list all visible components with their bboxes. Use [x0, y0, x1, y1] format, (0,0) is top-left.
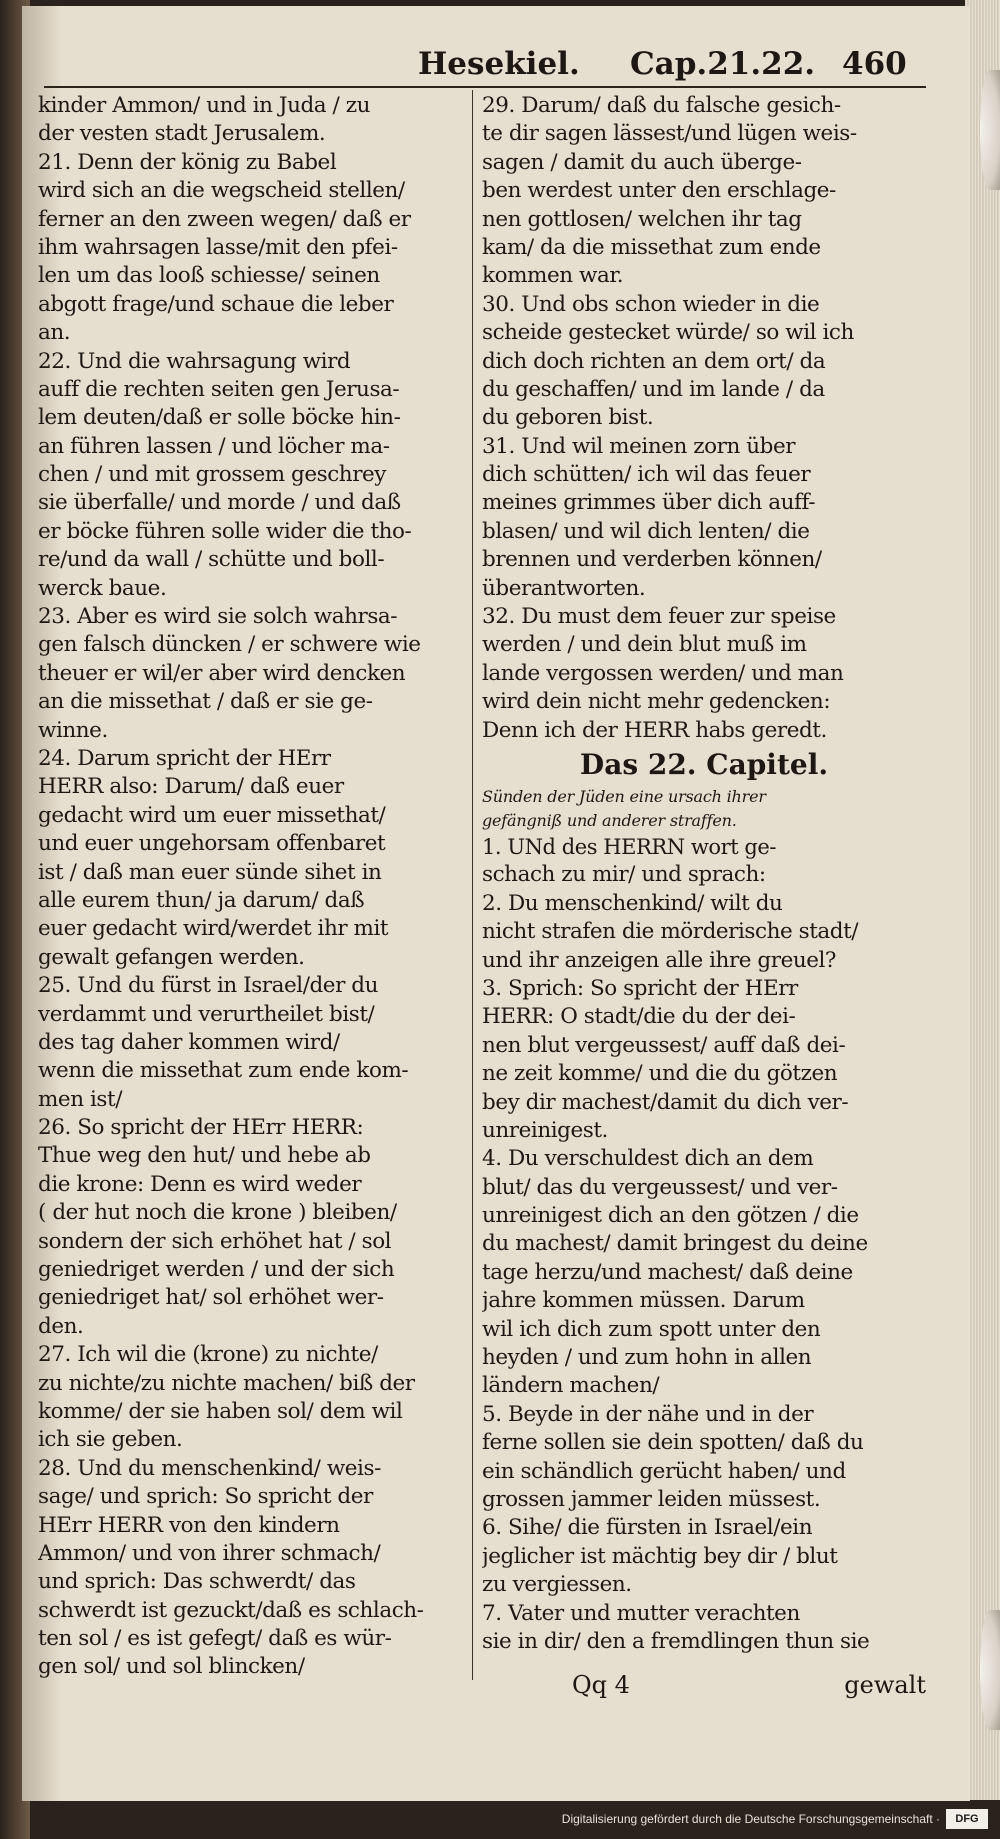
text-line: 29. Darum/ daß du falsche gesich-: [482, 93, 841, 118]
text-line: schwerdt ist gezuckt/daß es schlach-: [38, 1597, 424, 1623]
text-line: verdammt und verurtheilet bist/: [38, 1001, 375, 1027]
running-header: [402, 42, 924, 92]
page-edges: [965, 0, 1000, 1800]
text-line: scheide gestecket würde/ so wil ich: [482, 320, 854, 346]
text-line: nen blut vergeussest/ auff daß dei-: [482, 1032, 846, 1058]
text-line: geniedriget hat/ sol erhöhet wer-: [38, 1285, 384, 1311]
text-line: und euer ungehorsam offenbaret: [38, 831, 386, 857]
text-line: du machest/ damit bringest du deine: [482, 1231, 868, 1257]
text-line: abgott frage/und schaue die leber: [38, 291, 394, 317]
text-line: und ihr anzeigen alle ihre greuel?: [482, 947, 837, 973]
text-line: ist / daß man euer sünde sihet in: [38, 859, 382, 885]
chapter-heading: Das 22. Capitel.: [579, 747, 829, 781]
text-line: 25. Und du fürst in Israel/der du: [38, 973, 379, 999]
digitization-credit: Digitalisierung gefördert durch die Deutsche Forschungsgemeinschaft ·: [561, 1812, 940, 1826]
text-line: gewalt gefangen werden.: [38, 944, 305, 970]
text-line: 31. Und wil meinen zorn über: [482, 433, 796, 459]
text-line: ein schändlich gerücht haben/ und: [482, 1458, 846, 1484]
text-line: nicht strafen die mörderische stadt/: [482, 919, 859, 945]
text-line: 32. Du must dem feuer zur speise: [482, 604, 836, 630]
text-line: 23. Aber es wird sie solch wahrsa-: [38, 604, 398, 630]
text-line: er böcke führen solle wider die tho-: [38, 518, 412, 544]
page-tab-marker: [980, 1610, 1000, 1730]
text-line: der vesten stadt Jerusalem.: [38, 121, 326, 147]
text-line: an.: [38, 320, 71, 346]
text-line: die krone: Denn es wird weder: [38, 1171, 362, 1197]
text-line: 26. So spricht der HErr HERR:: [38, 1115, 364, 1141]
text-line: 5. Beyde in der nähe und in der: [482, 1401, 814, 1427]
chapter-summary-line: Sünden der Jüden eine ursach ihrer: [482, 786, 766, 806]
right-column: [482, 92, 926, 1656]
text-line: gedacht wird um euer missethat/: [38, 802, 386, 828]
catchword: gewalt: [844, 1671, 926, 1699]
text-line: an die missethat / daß er sie ge-: [38, 689, 373, 715]
text-line: ne zeit komme/ und die du götzen: [482, 1061, 838, 1087]
text-line: ferne sollen sie dein spotten/ daß du: [482, 1430, 864, 1456]
text-line: auff die rechten seiten gen Jerusa-: [38, 376, 400, 402]
text-line: 27. Ich wil die (krone) zu nichte/: [38, 1342, 378, 1368]
text-line: wenn die missethat zum ende kom-: [38, 1058, 409, 1084]
book-page: [22, 6, 970, 1801]
text-line: ( der hut noch die krone ) bleiben/: [38, 1200, 397, 1226]
page-tab-marker: [980, 70, 1000, 190]
text-line: ich sie geben.: [38, 1427, 183, 1453]
text-line: alle eurem thun/ ja darum/ daß: [38, 887, 365, 913]
text-line: du geschaffen/ und im lande / da: [482, 376, 825, 402]
text-line: sie in dir/ den a fremdlingen thun sie: [482, 1628, 870, 1654]
text-line: 2. Du menschenkind/ wilt du: [482, 890, 783, 916]
text-line: HErr HERR von den kindern: [38, 1512, 340, 1538]
text-line: blasen/ und wil dich lenten/ die: [482, 518, 810, 544]
text-line: überantworten.: [482, 575, 646, 601]
text-line: den.: [38, 1313, 84, 1339]
text-line: ten sol / es ist gefegt/ daß es wür-: [38, 1626, 392, 1652]
text-line: 3. Sprich: So spricht der HErr: [482, 975, 798, 1001]
text-line: winne.: [38, 717, 108, 743]
text-line: schach zu mir/ und sprach:: [482, 862, 766, 888]
page-footer: [482, 1669, 926, 1703]
right-column-top-text: [482, 92, 926, 745]
text-line: men ist/: [38, 1086, 122, 1112]
dfg-logo: DFG: [946, 1809, 988, 1829]
text-line: heyden / und zum hohn in allen: [482, 1345, 812, 1371]
text-line: HERR: O stadt/die du der dei-: [482, 1004, 796, 1030]
text-line: tage herzu/und machest/ daß deine: [482, 1259, 853, 1285]
text-line: grossen jammer leiden müssest.: [482, 1486, 821, 1512]
text-line: 28. Und du menschenkind/ weis-: [38, 1455, 381, 1481]
text-line: ferner an den zween wegen/ daß er: [38, 206, 411, 232]
left-column: [38, 92, 466, 1682]
text-line: unreinigest.: [482, 1117, 608, 1143]
text-line: gen sol/ und sol blincken/: [38, 1654, 305, 1680]
text-line: re/und da wall / schütte und boll-: [38, 547, 385, 573]
text-line: meines grimmes über dich auff-: [482, 490, 816, 516]
text-line: sondern der sich erhöhet hat / sol: [38, 1228, 392, 1254]
text-line: kinder Ammon/ und in Juda / zu: [38, 93, 371, 118]
text-line: jahre kommen müssen. Darum: [482, 1288, 805, 1314]
text-line: zu vergiessen.: [482, 1572, 632, 1598]
text-line: 1. UNd des HERRN wort ge-: [482, 834, 777, 859]
text-line: kommen war.: [482, 263, 624, 289]
text-line: wil ich dich zum spott unter den: [482, 1316, 821, 1342]
text-line: des tag daher kommen wird/: [38, 1029, 340, 1055]
text-line: Denn ich der HERR habs geredt.: [482, 717, 827, 743]
text-line: brennen und verderben können/: [482, 547, 822, 573]
text-line: ihm wahrsagen lasse/mit den pfei-: [38, 234, 398, 260]
text-line: an führen lassen / und löcher ma-: [38, 433, 390, 459]
text-line: Thue weg den hut/ und hebe ab: [38, 1143, 371, 1169]
text-line: 22. Und die wahrsagung wird: [38, 348, 351, 374]
text-line: lem deuten/daß er solle böcke hin-: [38, 405, 401, 431]
text-line: 7. Vater und mutter verachten: [482, 1600, 800, 1626]
text-line: wird dein nicht mehr gedencken:: [482, 689, 831, 715]
header-rule: [44, 86, 926, 88]
chapter-range: Cap.21.22.: [630, 46, 816, 82]
text-line: lande vergossen werden/ und man: [482, 660, 844, 686]
text-line: blut/ das du vergeussest/ und ver-: [482, 1174, 838, 1200]
text-line: du geboren bist.: [482, 405, 654, 431]
text-line: und sprich: Das schwerdt/ das: [38, 1569, 356, 1595]
text-line: euer gedacht wird/werdet ihr mit: [38, 916, 389, 942]
signature-mark: Qq 4: [572, 1671, 630, 1699]
text-line: geniedriget werden / und der sich: [38, 1257, 395, 1283]
text-line: komme/ der sie haben sol/ dem wil: [38, 1398, 403, 1424]
text-line: len um das looß schiesse/ seinen: [38, 263, 380, 289]
text-line: theuer er wil/er aber wird dencken: [38, 660, 406, 686]
column-divider: [472, 90, 473, 1680]
right-column-bottom-text: [482, 833, 926, 1656]
text-line: sage/ und sprich: So spricht der: [38, 1484, 373, 1510]
book-title: Hesekiel.: [418, 46, 580, 82]
text-line: chen / und mit grossem geschrey: [38, 462, 387, 488]
text-line: 6. Sihe/ die fürsten in Israel/ein: [482, 1515, 813, 1541]
text-line: bey dir machest/damit du dich ver-: [482, 1089, 849, 1115]
text-line: wird sich an die wegscheid stellen/: [38, 178, 405, 204]
text-line: werck baue.: [38, 575, 167, 601]
text-line: 4. Du verschuldest dich an dem: [482, 1146, 814, 1172]
text-line: ben werdest unter den erschlage-: [482, 178, 836, 204]
text-line: dich doch richten an dem ort/ da: [482, 348, 826, 374]
text-line: zu nichte/zu nichte machen/ biß der: [38, 1370, 415, 1396]
text-line: 24. Darum spricht der HErr: [38, 745, 331, 771]
text-line: 21. Denn der könig zu Babel: [38, 149, 337, 175]
text-line: sie überfalle/ und morde / und daß: [38, 490, 401, 516]
chapter-summary-line: gefängniß und anderer straffen.: [482, 810, 737, 830]
text-line: nen gottlosen/ welchen ihr tag: [482, 206, 802, 232]
text-line: unreinigest dich an den götzen / die: [482, 1203, 859, 1229]
text-line: werden / und dein blut muß im: [482, 632, 807, 658]
page-number: 460: [842, 46, 907, 82]
text-line: gen falsch düncken / er schwere wie: [38, 632, 421, 658]
text-line: ländern machen/: [482, 1373, 660, 1399]
text-line: HERR also: Darum/ daß euer: [38, 774, 344, 800]
text-line: te dir sagen lässest/und lügen weis-: [482, 121, 857, 147]
text-line: sagen / damit du auch überge-: [482, 149, 802, 175]
text-line: 30. Und obs schon wieder in die: [482, 291, 820, 317]
text-line: kam/ da die missethat zum ende: [482, 234, 821, 260]
text-line: dich schütten/ ich wil das feuer: [482, 462, 811, 488]
text-line: Ammon/ und von ihrer schmach/: [38, 1540, 381, 1566]
text-line: jeglicher ist mächtig bey dir / blut: [482, 1543, 838, 1569]
